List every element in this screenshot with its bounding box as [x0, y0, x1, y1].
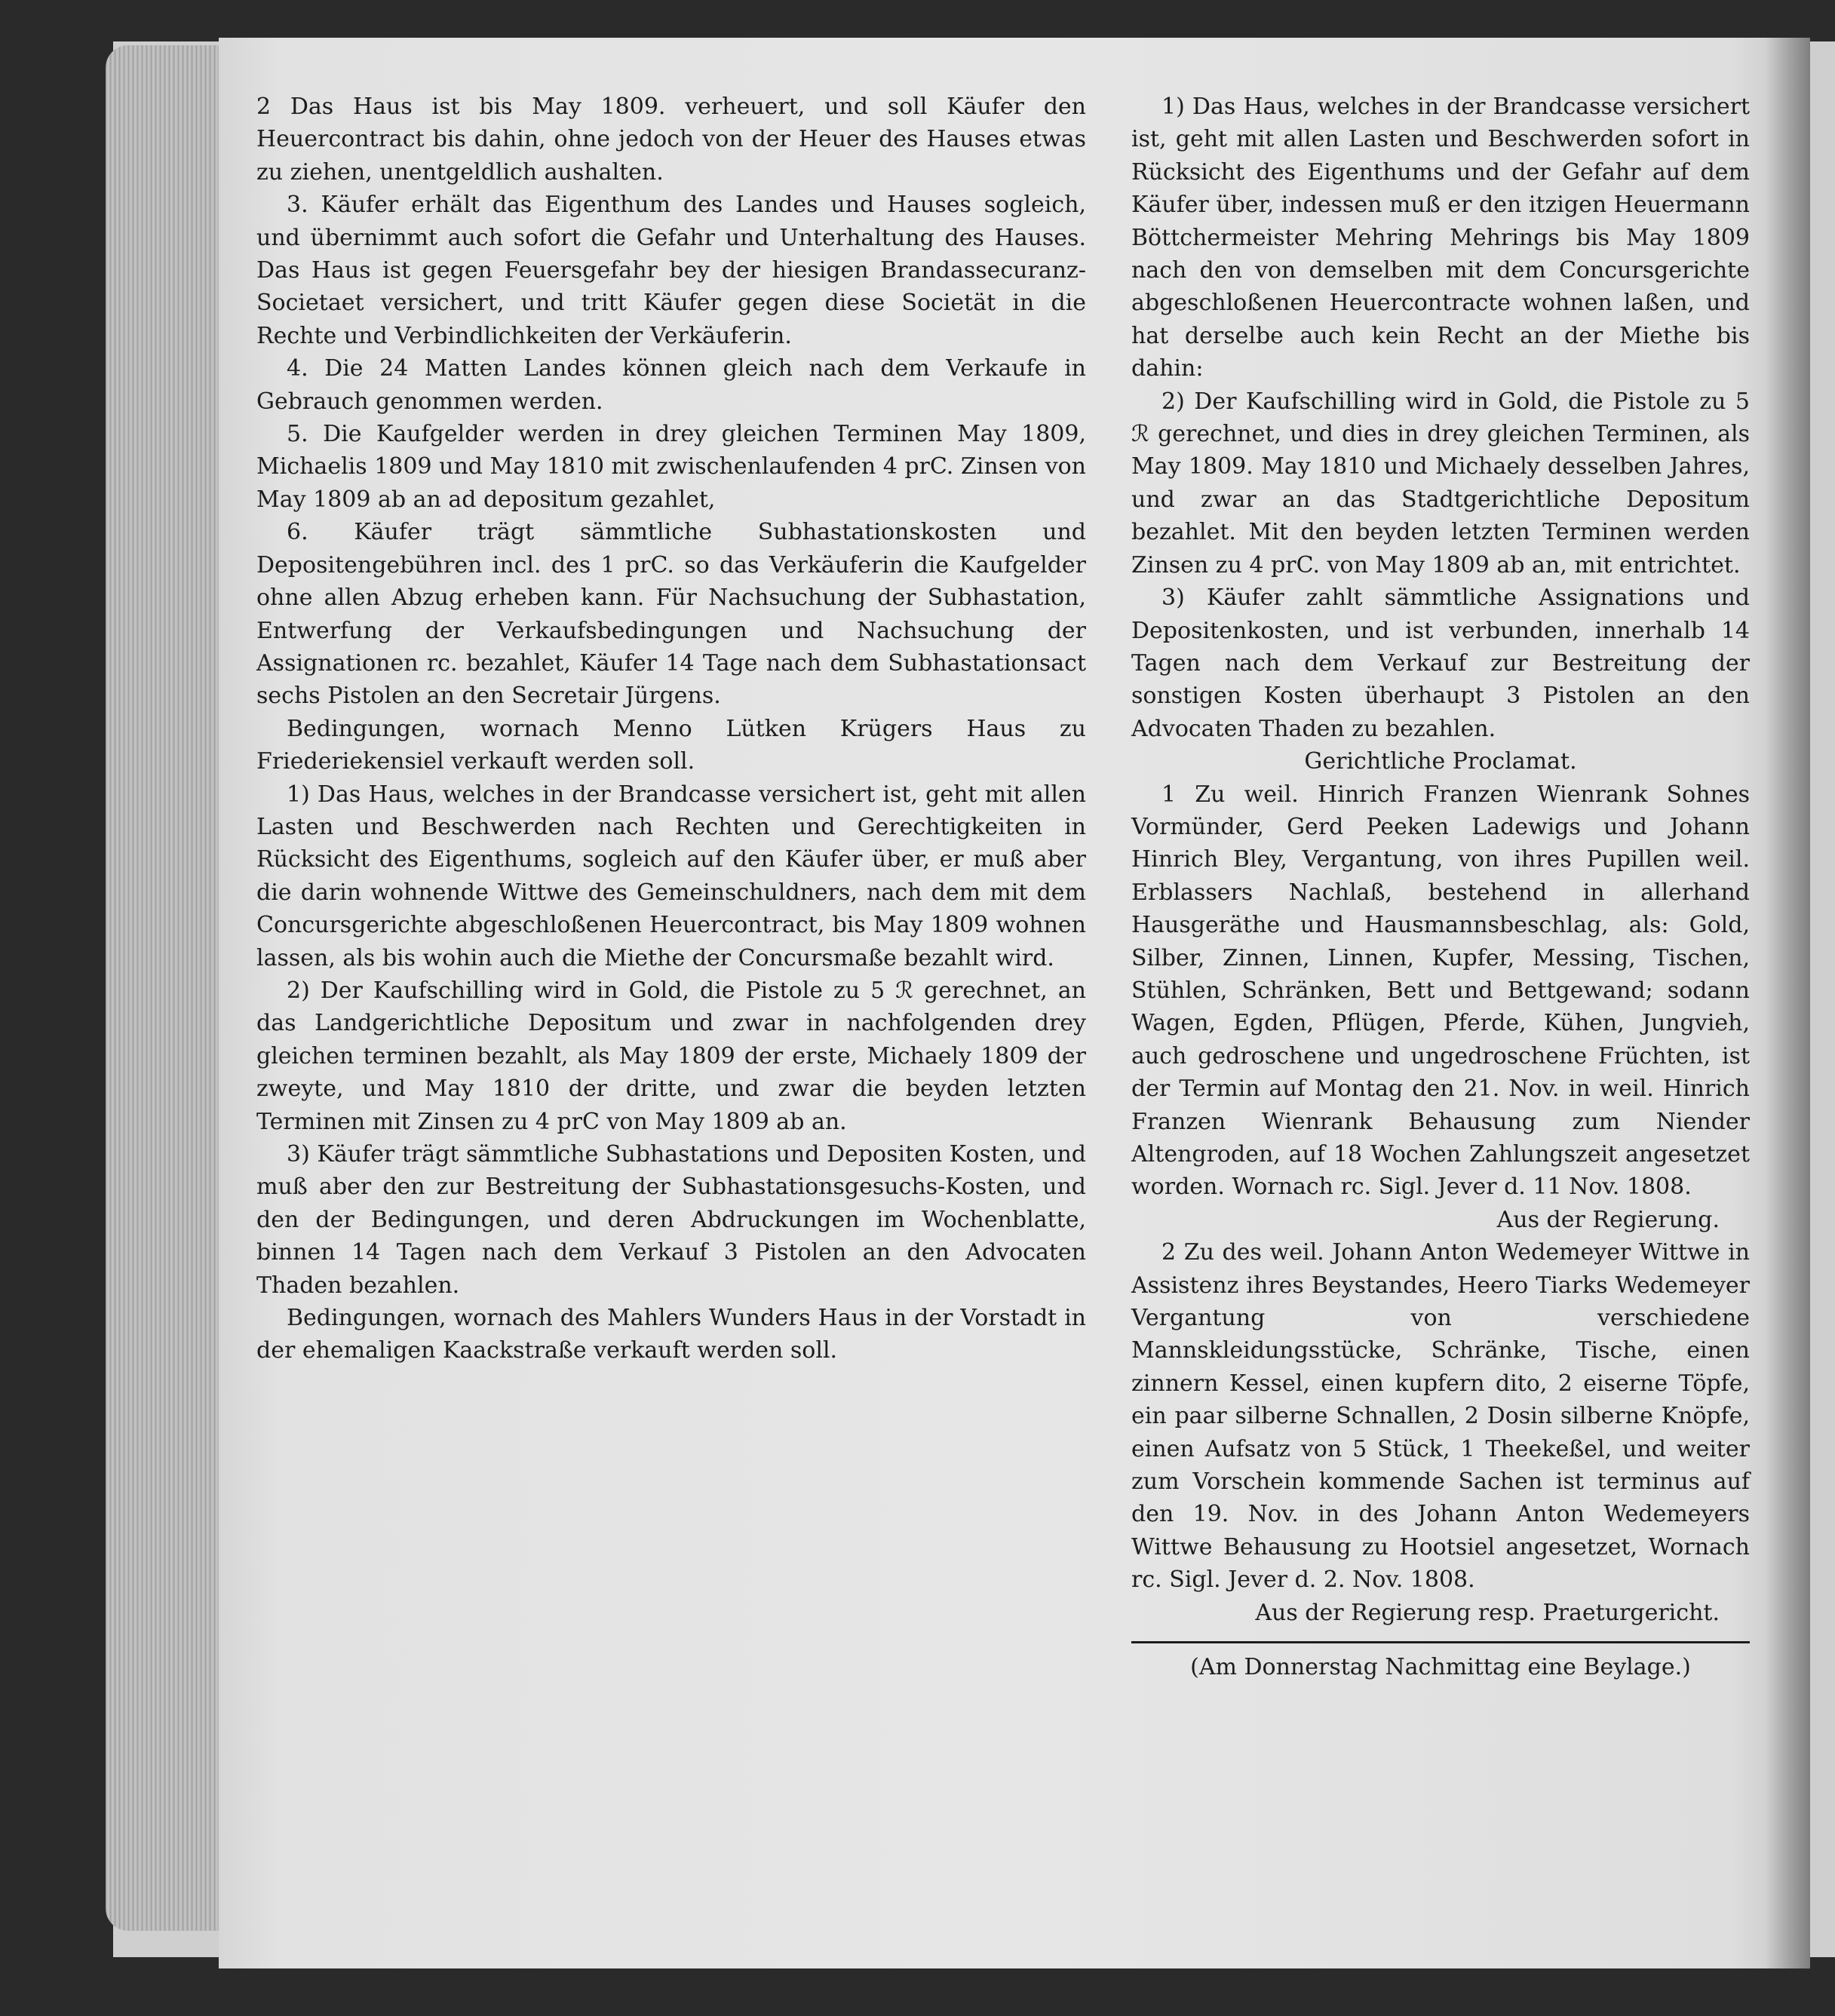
left-paragraph: 4. Die 24 Matten Landes können gleich nach dem Verkaufe in Gebrauch genommen werden.	[256, 355, 1086, 415]
left-paragraph: 6. Käufer trägt sämmtliche Subhastationskosten und Depositengebühren incl. des 1 prC. so das Verkäuferin die Kaufgelder ohne allen Abzug erheben kann. Für Nachsuchung der Subhastation, Entwerfung der Verkaufsbedingungen und Nachsuchung der Assignationen rc. bezahlet, Käufer 14 Tage nach dem Subhastationsact sechs Pistolen an den Secretair Jürgens.	[256, 519, 1086, 710]
left-paragraph: 2 Das Haus ist bis May 1809. verheuert, und soll Käufer den Heuercontract bis dahin, ohne jedoch von der Heuer des Hauses etwas zu ziehen, unentgeldlich aushalten.	[256, 94, 1086, 186]
right-paragraph: 1) Das Haus, welches in der Brandcasse versichert ist, geht mit allen Lasten und Beschwerden sofort in Rücksicht des Eigenthums und der Gefahr auf dem Käufer über, indessen muß er den itzigen Heuermann Böttchermeister Mehring Mehrings bis May 1809 nach den von demselben mit dem Concursgerichte abgeschloßenen Heuercontracte wohnen laßen, und hat derselbe auch kein Recht an der Miethe bis dahin:	[1131, 94, 1750, 382]
left-column	[256, 91, 1086, 1367]
left-paragraph: 3. Käufer erhält das Eigenthum des Landes und Hauses sogleich, und übernimmt auch sofort die Gefahr und Unterhaltung des Hauses. Das Haus ist gegen Feuersgefahr bey der hiesigen Brandassecuranz-Societaet versichert, und tritt Käufer gegen diese Societät in die Rechte und Verbindlichkeiten der Verkäuferin.	[256, 192, 1086, 349]
left-section-heading: Bedingungen, wornach des Mahlers Wunders Haus in der Vorstadt in der ehemaligen Kaackstraße verkauft werden soll.	[256, 1305, 1086, 1364]
right-paragraph: 3) Käufer zahlt sämmtliche Assignations und Depositenkosten, und ist verbunden, innerhalb 14 Tagen nach dem Verkauf zur Bestreitung der sonstigen Kosten überhaupt 3 Pistolen an den Advocaten Thaden zu bezahlen.	[1131, 585, 1750, 742]
right-paragraph: 2) Der Kaufschilling wird in Gold, die Pistole zu 5 ℛ gerechnet, und dies in drey gleichen Terminen, als May 1809. May 1810 und Michaely desselben Jahres, und zwar an das Stadtgerichtliche Depositum bezahlet. Mit den beyden letzten Terminen werden Zinsen zu 4 prC. von May 1809 ab an, mit entrichtet.	[1131, 388, 1750, 578]
page-gutter-shadow	[1765, 38, 1810, 1968]
left-paragraph: 1) Das Haus, welches in der Brandcasse versichert ist, geht mit allen Lasten und Beschwerden nach Rechten und Gerechtigkeiten in Rücksicht des Eigenthums, sogleich auf den Käufer über, er muß aber die darin wohnende Wittwe des Gemeinschuldners, nach dem mit dem Concursgerichte abgeschloßenen Heuercontract, bis May 1809 wohnen lassen, als bis wohin auch die Miethe der Concursmaße bezahlt wird.	[256, 781, 1086, 971]
page-edges	[106, 45, 219, 1931]
left-section-heading: Bedingungen, wornach Menno Lütken Krügers Haus zu Friederiekensiel verkauft werden soll.	[256, 715, 1086, 775]
proclamat-signature: Aus der Regierung resp. Praeturgericht.	[1255, 1599, 1720, 1626]
proclamat-heading: Gerichtliche Proclamat.	[1304, 748, 1577, 775]
left-paragraph: 2) Der Kaufschilling wird in Gold, die Pistole zu 5 ℛ gerechnet, an das Landgerichtliche Depositum und zwar in nachfolgenden drey gleichen terminen bezahlt, als May 1809 der erste, Michaely 1809 der zweyte, und May 1810 der dritte, und zwar die beyden letzten Terminen mit Zinsen zu 4 prC von May 1809 ab an.	[256, 977, 1086, 1135]
footer-divider	[1131, 1641, 1750, 1643]
left-paragraph: 3) Käufer trägt sämmtliche Subhastations und Depositen Kosten, und muß aber den zur Bestreitung der Subhastationsgesuchs-Kosten, und den der Bedingungen, und deren Abdruckungen im Wochenblatte, binnen 14 Tagen nach dem Verkauf 3 Pistolen an den Advocaten Thaden bezahlen.	[256, 1141, 1086, 1299]
left-paragraph: 5. Die Kaufgelder werden in drey gleichen Terminen May 1809, Michaelis 1809 und May 1810 mit zwischenlaufenden 4 prC. Zinsen von May 1809 ab an ad depositum gezahlet,	[256, 421, 1086, 513]
proclamat-signature: Aus der Regierung.	[1496, 1206, 1720, 1233]
supplement-notice: (Am Donnerstag Nachmittag eine Beylage.)	[1190, 1654, 1691, 1681]
proclamat-entry: 2 Zu des weil. Johann Anton Wedemeyer Wittwe in Assistenz ihres Beystandes, Heero Tiarks Wedemeyer Vergantung von verschiedene Mannskleidungsstücke, Schränke, Tische, einen zinnern Kessel, einen kupfern dito, 2 eiserne Töpfe, ein paar silberne Schnallen, 2 Dosin silberne Knöpfe, einen Aufsatz von 5 Stück, 1 Theekeßel, und weiter zum Vorschein kommende Sachen ist terminus auf den 19. Nov. in des Johann Anton Wedemeyers Wittwe Behausung zu Hootsiel angesetzet, Wornach rc. Sigl. Jever d. 2. Nov. 1808.	[1131, 1239, 1750, 1594]
right-column	[1131, 91, 1750, 1684]
proclamat-entry: 1 Zu weil. Hinrich Franzen Wienrank Sohnes Vormünder, Gerd Peeken Ladewigs und Johann Hinrich Bley, Vergantung, von ihres Pupillen weil. Erblassers Nachlaß, bestehend in allerhand Hausgeräthe und Hausmannsbeschlag, als: Gold, Silber, Zinnen, Linnen, Kupfer, Messing, Tischen, Stühlen, Schränken, Bett und Bettgewand; sodann Wagen, Egden, Pflügen, Pferde, Kühen, Jungvieh, auch gedroschene und ungedroschene Früchten, ist der Termin auf Montag den 21. Nov. in weil. Hinrich Franzen Wienrank Behausung zum Niender Altengroden, auf 18 Wochen Zahlungszeit angesetzet worden. Wornach rc. Sigl. Jever d. 11 Nov. 1808.	[1131, 781, 1750, 1201]
